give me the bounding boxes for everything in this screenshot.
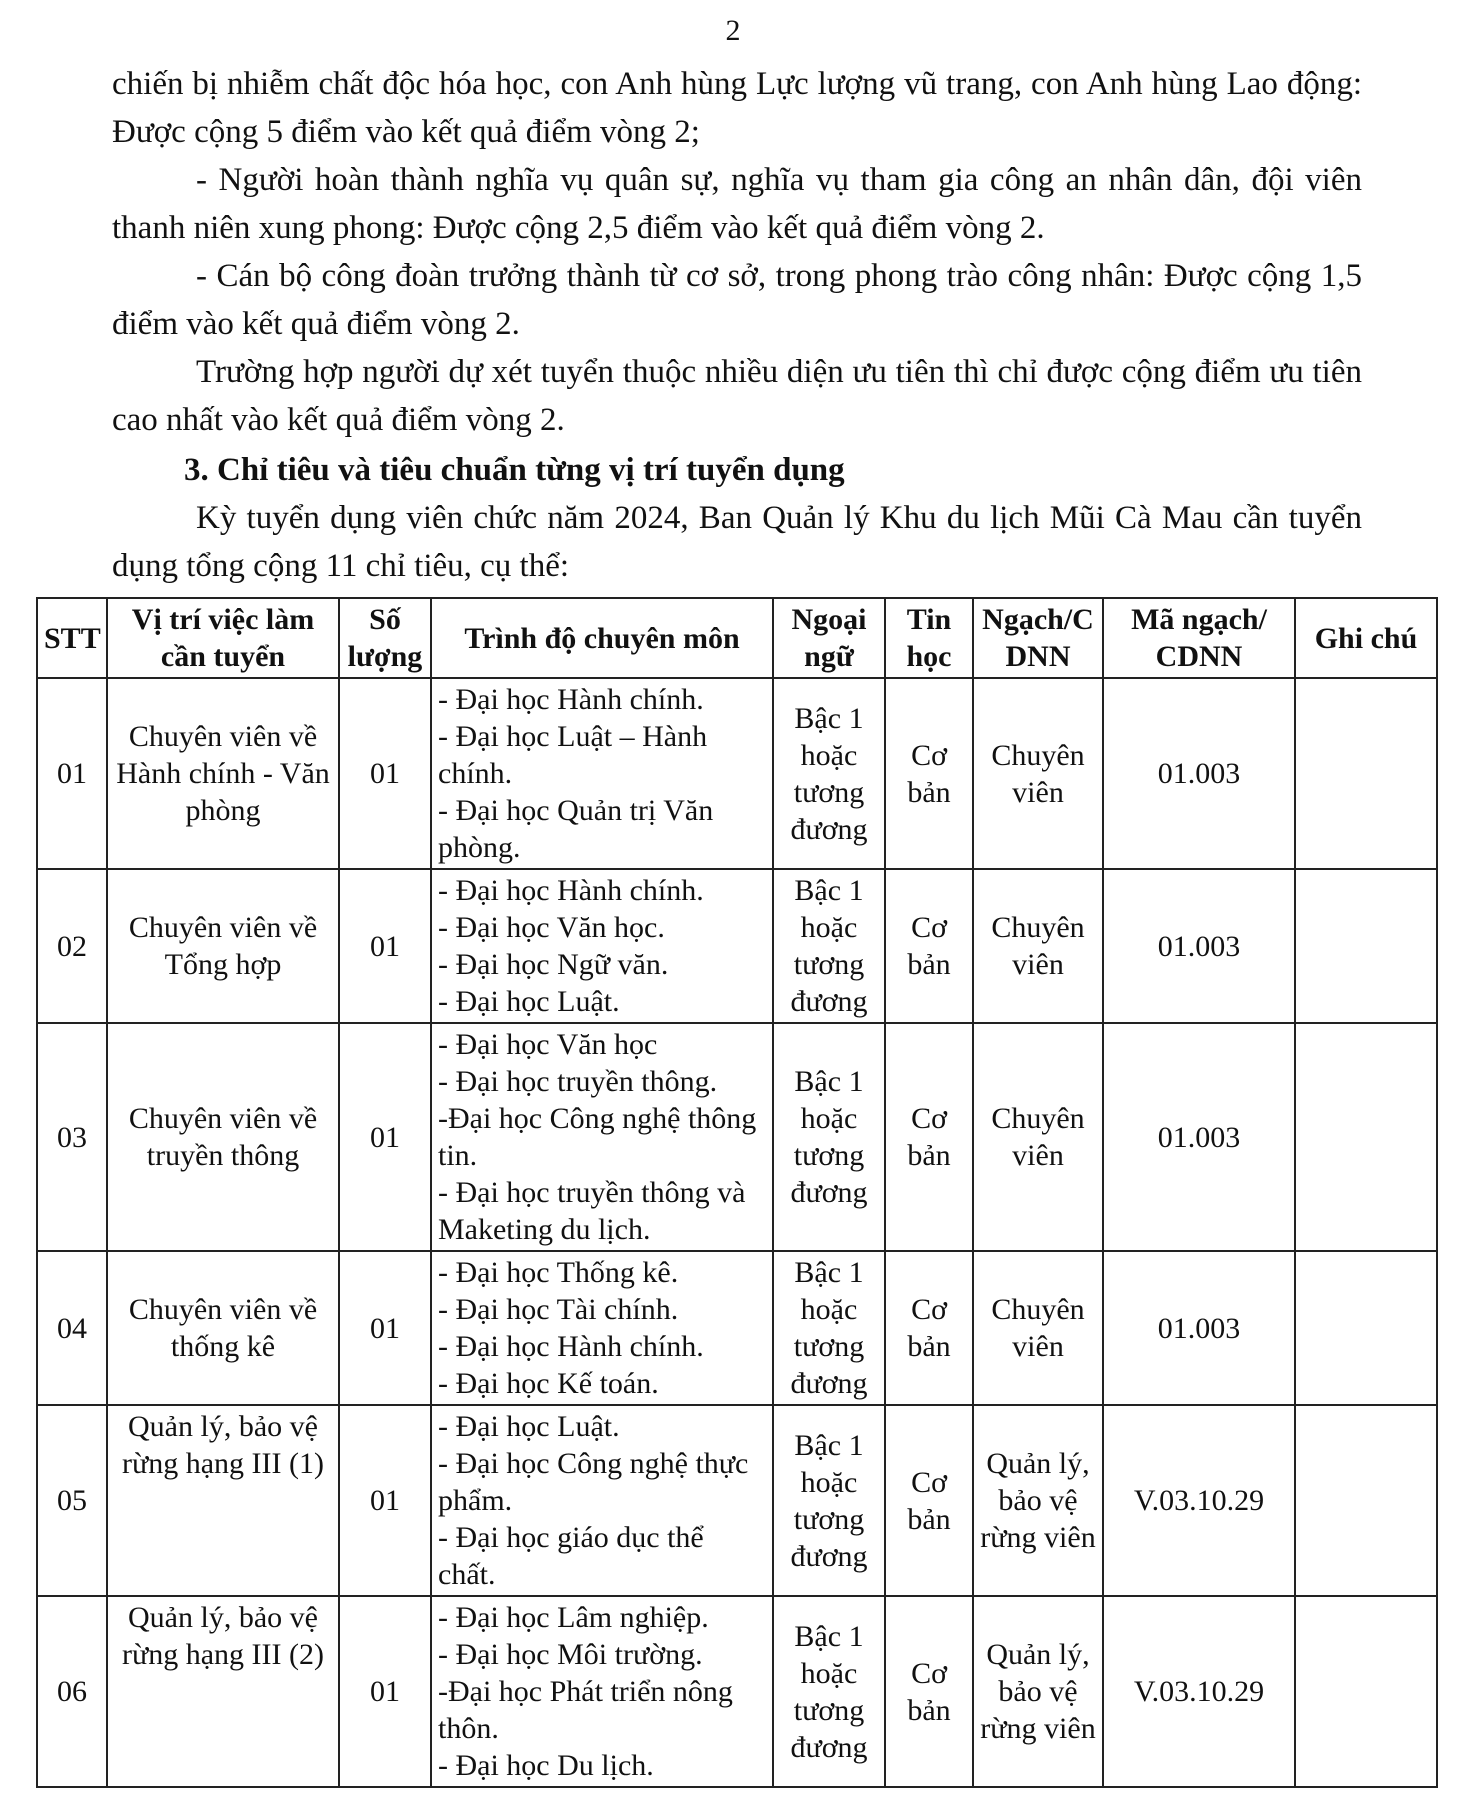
table-row	[37, 1023, 1437, 1251]
table-row	[37, 1596, 1437, 1787]
cell-quantity: 01	[339, 1405, 431, 1596]
qualification-line: - Đại học Ngữ văn.	[438, 948, 669, 981]
cell-language: Bậc 1 hoặc tương đương	[773, 678, 885, 869]
cell-it: Cơ bản	[885, 869, 973, 1023]
cell-stt: 03	[37, 1023, 107, 1251]
intro-paragraph: Kỳ tuyển dụng viên chức năm 2024, Ban Quản lý Khu du lịch Mũi Cà Mau cần tuyển dụng tổng cộng 11 chỉ tiêu, cụ thể:	[112, 500, 1362, 584]
cell-note	[1295, 1405, 1437, 1596]
qualification-line: -Đại học Công nghệ thông tin.	[438, 1102, 757, 1172]
cell-qualification	[431, 869, 773, 1023]
cell-quantity: 01	[339, 869, 431, 1023]
header-rank-code: Mã ngạch/ CDNN	[1103, 598, 1295, 678]
cell-position: Quản lý, bảo vệ rừng hạng III (2)	[107, 1596, 339, 1787]
cell-qualification	[431, 1405, 773, 1596]
cell-position: Chuyên viên về thống kê	[107, 1251, 339, 1405]
header-rank: Ngạch/CDNN	[973, 598, 1103, 678]
body-text	[112, 60, 1362, 590]
cell-note	[1295, 678, 1437, 869]
qualification-line: - Đại học Lâm nghiệp.	[438, 1601, 709, 1634]
cell-stt: 02	[37, 869, 107, 1023]
cell-qualification	[431, 1251, 773, 1405]
cell-rank-code: 01.003	[1103, 1251, 1295, 1405]
cell-language: Bậc 1 hoặc tương đương	[773, 1405, 885, 1596]
cell-rank-code: V.03.10.29	[1103, 1596, 1295, 1787]
table-body	[37, 678, 1437, 1787]
qualification-line: - Đại học Công nghệ thực phẩm.	[438, 1447, 749, 1517]
cell-quantity: 01	[339, 1596, 431, 1787]
qualification-line: - Đại học Môi trường.	[438, 1638, 703, 1671]
header-qualification: Trình độ chuyên môn	[431, 598, 773, 678]
cell-qualification	[431, 1023, 773, 1251]
cell-quantity: 01	[339, 1023, 431, 1251]
header-position: Vị trí việc làm cần tuyển	[107, 598, 339, 678]
qualification-line: - Đại học Luật.	[438, 1410, 620, 1443]
qualification-line: - Đại học Tài chính.	[438, 1293, 679, 1326]
paragraph: Trường hợp người dự xét tuyển thuộc nhiều diện ưu tiên thì chỉ được cộng điểm ưu tiên cao nhất vào kết quả điểm vòng 2.	[112, 354, 1362, 438]
header-language: Ngoại ngữ	[773, 598, 885, 678]
qualification-line: - Đại học Hành chính.	[438, 683, 704, 716]
header-it: Tin học	[885, 598, 973, 678]
section-heading: 3. Chỉ tiêu và tiêu chuẩn từng vị trí tuyển dụng	[184, 452, 845, 488]
qualification-line: - Đại học truyền thông và Maketing du lịch.	[438, 1176, 746, 1246]
paragraph: - Cán bộ công đoàn trưởng thành từ cơ sở, trong phong trào công nhân: Được cộng 1,5 điểm vào kết quả điểm vòng 2.	[112, 258, 1362, 342]
recruitment-table	[36, 597, 1438, 1788]
cell-qualification	[431, 1596, 773, 1787]
cell-it: Cơ bản	[885, 1405, 973, 1596]
cell-position: Chuyên viên về Hành chính - Văn phòng	[107, 678, 339, 869]
cell-stt: 04	[37, 1251, 107, 1405]
cell-language: Bậc 1 hoặc tương đương	[773, 1596, 885, 1787]
cell-rank: Chuyên viên	[973, 678, 1103, 869]
cell-qualification	[431, 678, 773, 869]
cell-stt: 06	[37, 1596, 107, 1787]
qualification-line: - Đại học Du lịch.	[438, 1749, 654, 1782]
cell-rank-code: 01.003	[1103, 869, 1295, 1023]
cell-it: Cơ bản	[885, 1023, 973, 1251]
qualification-line: - Đại học truyền thông.	[438, 1065, 718, 1098]
cell-quantity: 01	[339, 678, 431, 869]
table-row	[37, 1251, 1437, 1405]
cell-position: Quản lý, bảo vệ rừng hạng III (1)	[107, 1405, 339, 1596]
cell-rank: Chuyên viên	[973, 1251, 1103, 1405]
header-quantity: Số lượng	[339, 598, 431, 678]
cell-stt: 01	[37, 678, 107, 869]
qualification-line: - Đại học Quản trị Văn phòng.	[438, 794, 714, 864]
cell-position: Chuyên viên về Tổng hợp	[107, 869, 339, 1023]
page-number: 2	[725, 14, 741, 47]
cell-rank: Quản lý, bảo vệ rừng viên	[973, 1596, 1103, 1787]
cell-it: Cơ bản	[885, 1251, 973, 1405]
table-row	[37, 1405, 1437, 1596]
table-row	[37, 869, 1437, 1023]
qualification-line: - Đại học Văn học	[438, 1028, 658, 1061]
header-stt: STT	[37, 598, 107, 678]
cell-rank: Quản lý, bảo vệ rừng viên	[973, 1405, 1103, 1596]
cell-it: Cơ bản	[885, 678, 973, 869]
paragraph: chiến bị nhiễm chất độc hóa học, con Anh hùng Lực lượng vũ trang, con Anh hùng Lao động: Được cộng 5 điểm vào kết quả điểm vòng 2;	[112, 66, 1362, 150]
qualification-line: - Đại học Văn học.	[438, 911, 665, 944]
cell-rank-code: V.03.10.29	[1103, 1405, 1295, 1596]
qualification-line: -Đại học Phát triển nông thôn.	[438, 1675, 733, 1745]
cell-language: Bậc 1 hoặc tương đương	[773, 869, 885, 1023]
cell-note	[1295, 869, 1437, 1023]
cell-note	[1295, 1596, 1437, 1787]
paragraph: - Người hoàn thành nghĩa vụ quân sự, nghĩa vụ tham gia công an nhân dân, đội viên thanh niên xung phong: Được cộng 2,5 điểm vào kết quả điểm vòng 2.	[112, 162, 1362, 246]
header-note: Ghi chú	[1295, 598, 1437, 678]
cell-rank-code: 01.003	[1103, 678, 1295, 869]
cell-rank-code: 01.003	[1103, 1023, 1295, 1251]
cell-rank: Chuyên viên	[973, 1023, 1103, 1251]
cell-position: Chuyên viên về truyền thông	[107, 1023, 339, 1251]
qualification-line: - Đại học Hành chính.	[438, 1330, 704, 1363]
qualification-line: - Đại học Thống kê.	[438, 1256, 679, 1289]
cell-note	[1295, 1023, 1437, 1251]
cell-stt: 05	[37, 1405, 107, 1596]
qualification-line: - Đại học Luật – Hành chính.	[438, 720, 708, 790]
qualification-line: - Đại học giáo dục thể chất.	[438, 1521, 704, 1591]
cell-language: Bậc 1 hoặc tương đương	[773, 1023, 885, 1251]
cell-language: Bậc 1 hoặc tương đương	[773, 1251, 885, 1405]
table-row	[37, 678, 1437, 869]
cell-rank: Chuyên viên	[973, 869, 1103, 1023]
qualification-line: - Đại học Luật.	[438, 985, 620, 1018]
qualification-line: - Đại học Hành chính.	[438, 874, 704, 907]
cell-quantity: 01	[339, 1251, 431, 1405]
cell-it: Cơ bản	[885, 1596, 973, 1787]
cell-note	[1295, 1251, 1437, 1405]
table-header-row	[37, 598, 1437, 678]
qualification-line: - Đại học Kế toán.	[438, 1367, 659, 1400]
